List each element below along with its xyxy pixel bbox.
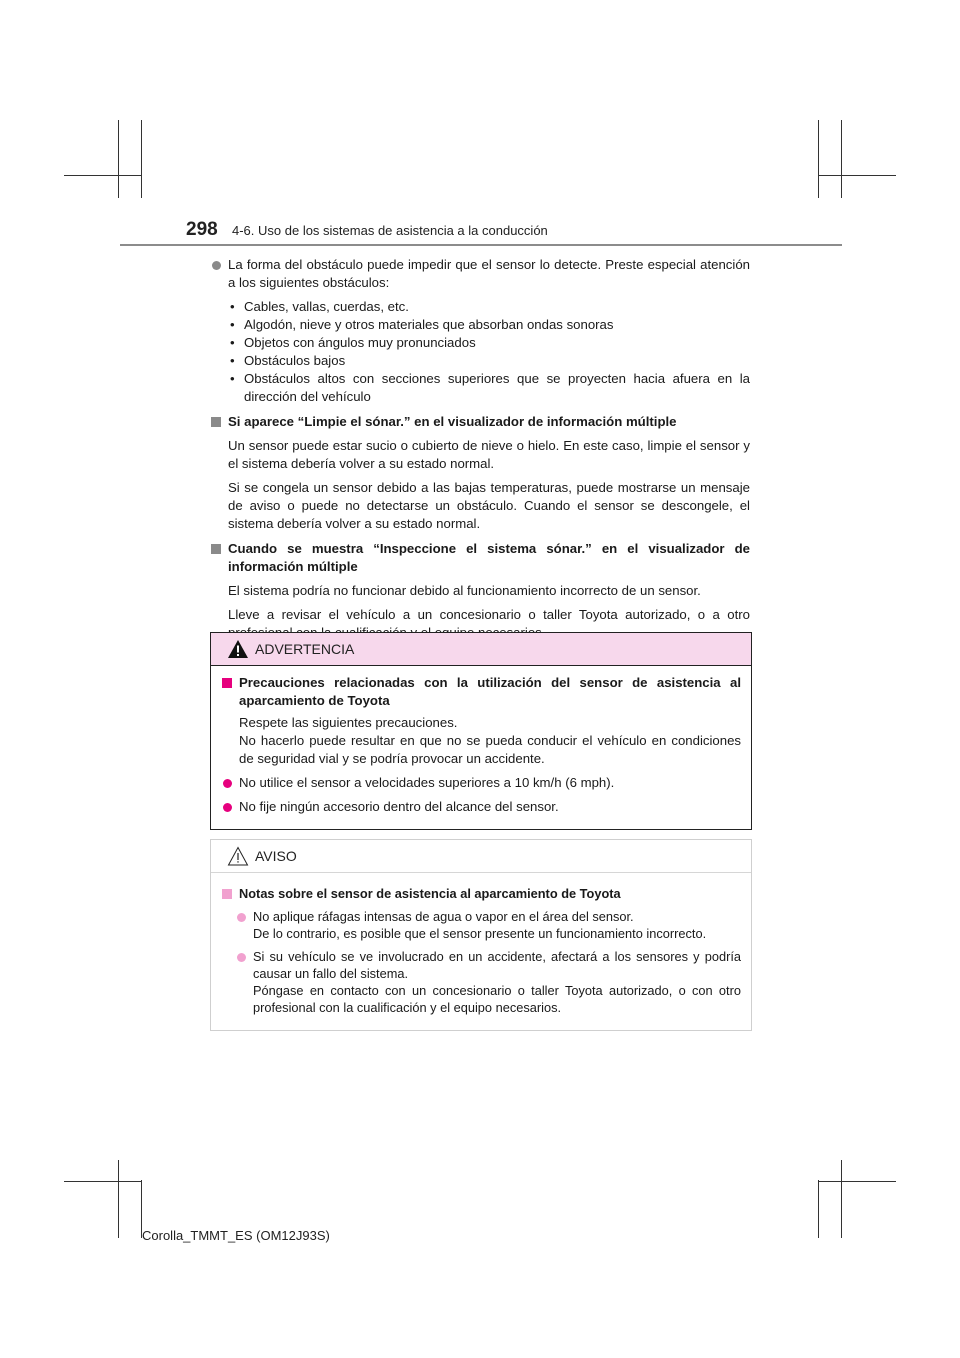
circle-bullet-icon: [212, 261, 221, 270]
notice-item: No aplique ráfagas intensas de agua o vapor en el área del sensor. De lo contrario, es posible que el sensor presente un funcionamiento incorrecto.: [235, 908, 741, 942]
dot-bullet-icon: •: [230, 335, 235, 350]
circle-bullet-icon: [223, 779, 232, 788]
dot-bullet-icon: •: [230, 299, 235, 314]
list-item: • Algodón, nieve y otros materiales que absorban ondas sonoras: [230, 317, 614, 332]
circle-bullet-icon: [237, 913, 246, 922]
crop-mark: [841, 1160, 842, 1238]
warning-item: No fije ningún accesorio dentro del alcance del sensor.: [221, 798, 741, 816]
paragraph: Lleve a revisar el vehículo a un concesionario o taller Toyota autorizado, o a otro: [228, 607, 750, 622]
warning-title: ADVERTENCIA: [255, 641, 355, 657]
header-rule: [120, 244, 842, 246]
list-item: • Objetos con ángulos muy pronunciados: [230, 335, 476, 350]
main-content: [210, 256, 750, 642]
list-item: • Obstáculos bajos: [230, 353, 346, 368]
footer-document-id: Corolla_TMMT_ES (OM12J93S): [142, 1228, 330, 1243]
warning-box: [210, 632, 752, 830]
notice-body: [211, 873, 751, 1016]
inspect-sonar-heading: Cuando se muestra “Inspeccione el sistema sónar.” en el visualizador de información múltiple: [210, 540, 750, 576]
notice-triangle-icon: [227, 846, 249, 866]
warning-item: No utilice el sensor a velocidades superiores a 10 km/h (6 mph).: [221, 774, 741, 792]
warning-header: [211, 633, 751, 666]
crop-mark: [841, 120, 842, 198]
page-number: 298: [186, 219, 218, 240]
paragraph: Si se congela un sensor debido a las bajas temperaturas, puede mostrarse un mensaje de aviso o puede no detectarse un obstáculo. Cuando el sensor se descongele, el sistema debería volver a su estado normal.: [228, 480, 750, 531]
paragraph: Un sensor puede estar sucio o cubierto de nieve o hielo. En este caso, limpie el sensor y el sistema debería volver a su estado normal.: [228, 438, 750, 471]
crop-mark: [64, 175, 142, 176]
crop-mark: [818, 1180, 819, 1238]
dot-bullet-icon: •: [230, 353, 235, 368]
warning-heading: Precauciones relacionadas con la utilización del sensor de asistencia al aparcamiento de Toyota: [221, 674, 741, 710]
dot-bullet-icon: •: [230, 371, 235, 386]
warning-body: [211, 666, 751, 816]
warning-triangle-icon: [227, 639, 249, 659]
square-bullet-icon: [211, 417, 221, 427]
crop-mark: [118, 120, 119, 198]
crop-mark: [118, 1160, 119, 1238]
notice-box: [210, 839, 752, 1031]
warning-text: Respete las siguientes precauciones. No hacerlo puede resultar en que no se pueda conducir el vehículo en condiciones de seguridad vial y se podría provocar un accidente.: [239, 715, 741, 766]
clean-sonar-heading: Si aparece “Limpie el sónar.” en el visualizador de información múltiple: [210, 413, 750, 431]
crop-mark: [818, 1181, 896, 1182]
crop-mark: [141, 120, 142, 198]
square-bullet-icon: [211, 544, 221, 554]
circle-bullet-icon: [237, 953, 246, 962]
crop-mark: [818, 120, 819, 198]
dot-bullet-icon: •: [230, 317, 235, 332]
list-item: • Cables, vallas, cuerdas, etc.: [230, 299, 409, 314]
notice-header: [211, 840, 751, 873]
obstacle-intro: La forma del obstáculo puede impedir que el sensor lo detecte. Preste especial atención a los siguientes obstáculos:: [228, 257, 750, 290]
square-bullet-icon: [222, 678, 232, 688]
obstacle-note: [210, 256, 750, 292]
circle-bullet-icon: [223, 803, 232, 812]
notice-item: Si su vehículo se ve involucrado en un accidente, afectará a los sensores y podría causar un fallo del sistema. Póngase en contacto con un concesionario o taller Toyota autorizado, o con otro profesional con la cualificación y el equipo necesarios.: [235, 948, 741, 1016]
obstacle-list: [228, 298, 750, 406]
crop-mark: [818, 175, 896, 176]
notice-heading: Notas sobre el sensor de asistencia al aparcamiento de Toyota: [221, 885, 741, 902]
notice-title: AVISO: [255, 848, 297, 864]
section-title: 4-6. Uso de los sistemas de asistencia a la conducción: [232, 223, 548, 238]
list-item: • Obstáculos altos con secciones superiores que se proyecten hacia afuera en la dirección del vehículo: [230, 371, 750, 404]
crop-mark: [64, 1181, 142, 1182]
square-bullet-icon: [222, 889, 232, 899]
paragraph: El sistema podría no funcionar debido al funcionamiento incorrecto de un sensor.: [228, 583, 701, 598]
